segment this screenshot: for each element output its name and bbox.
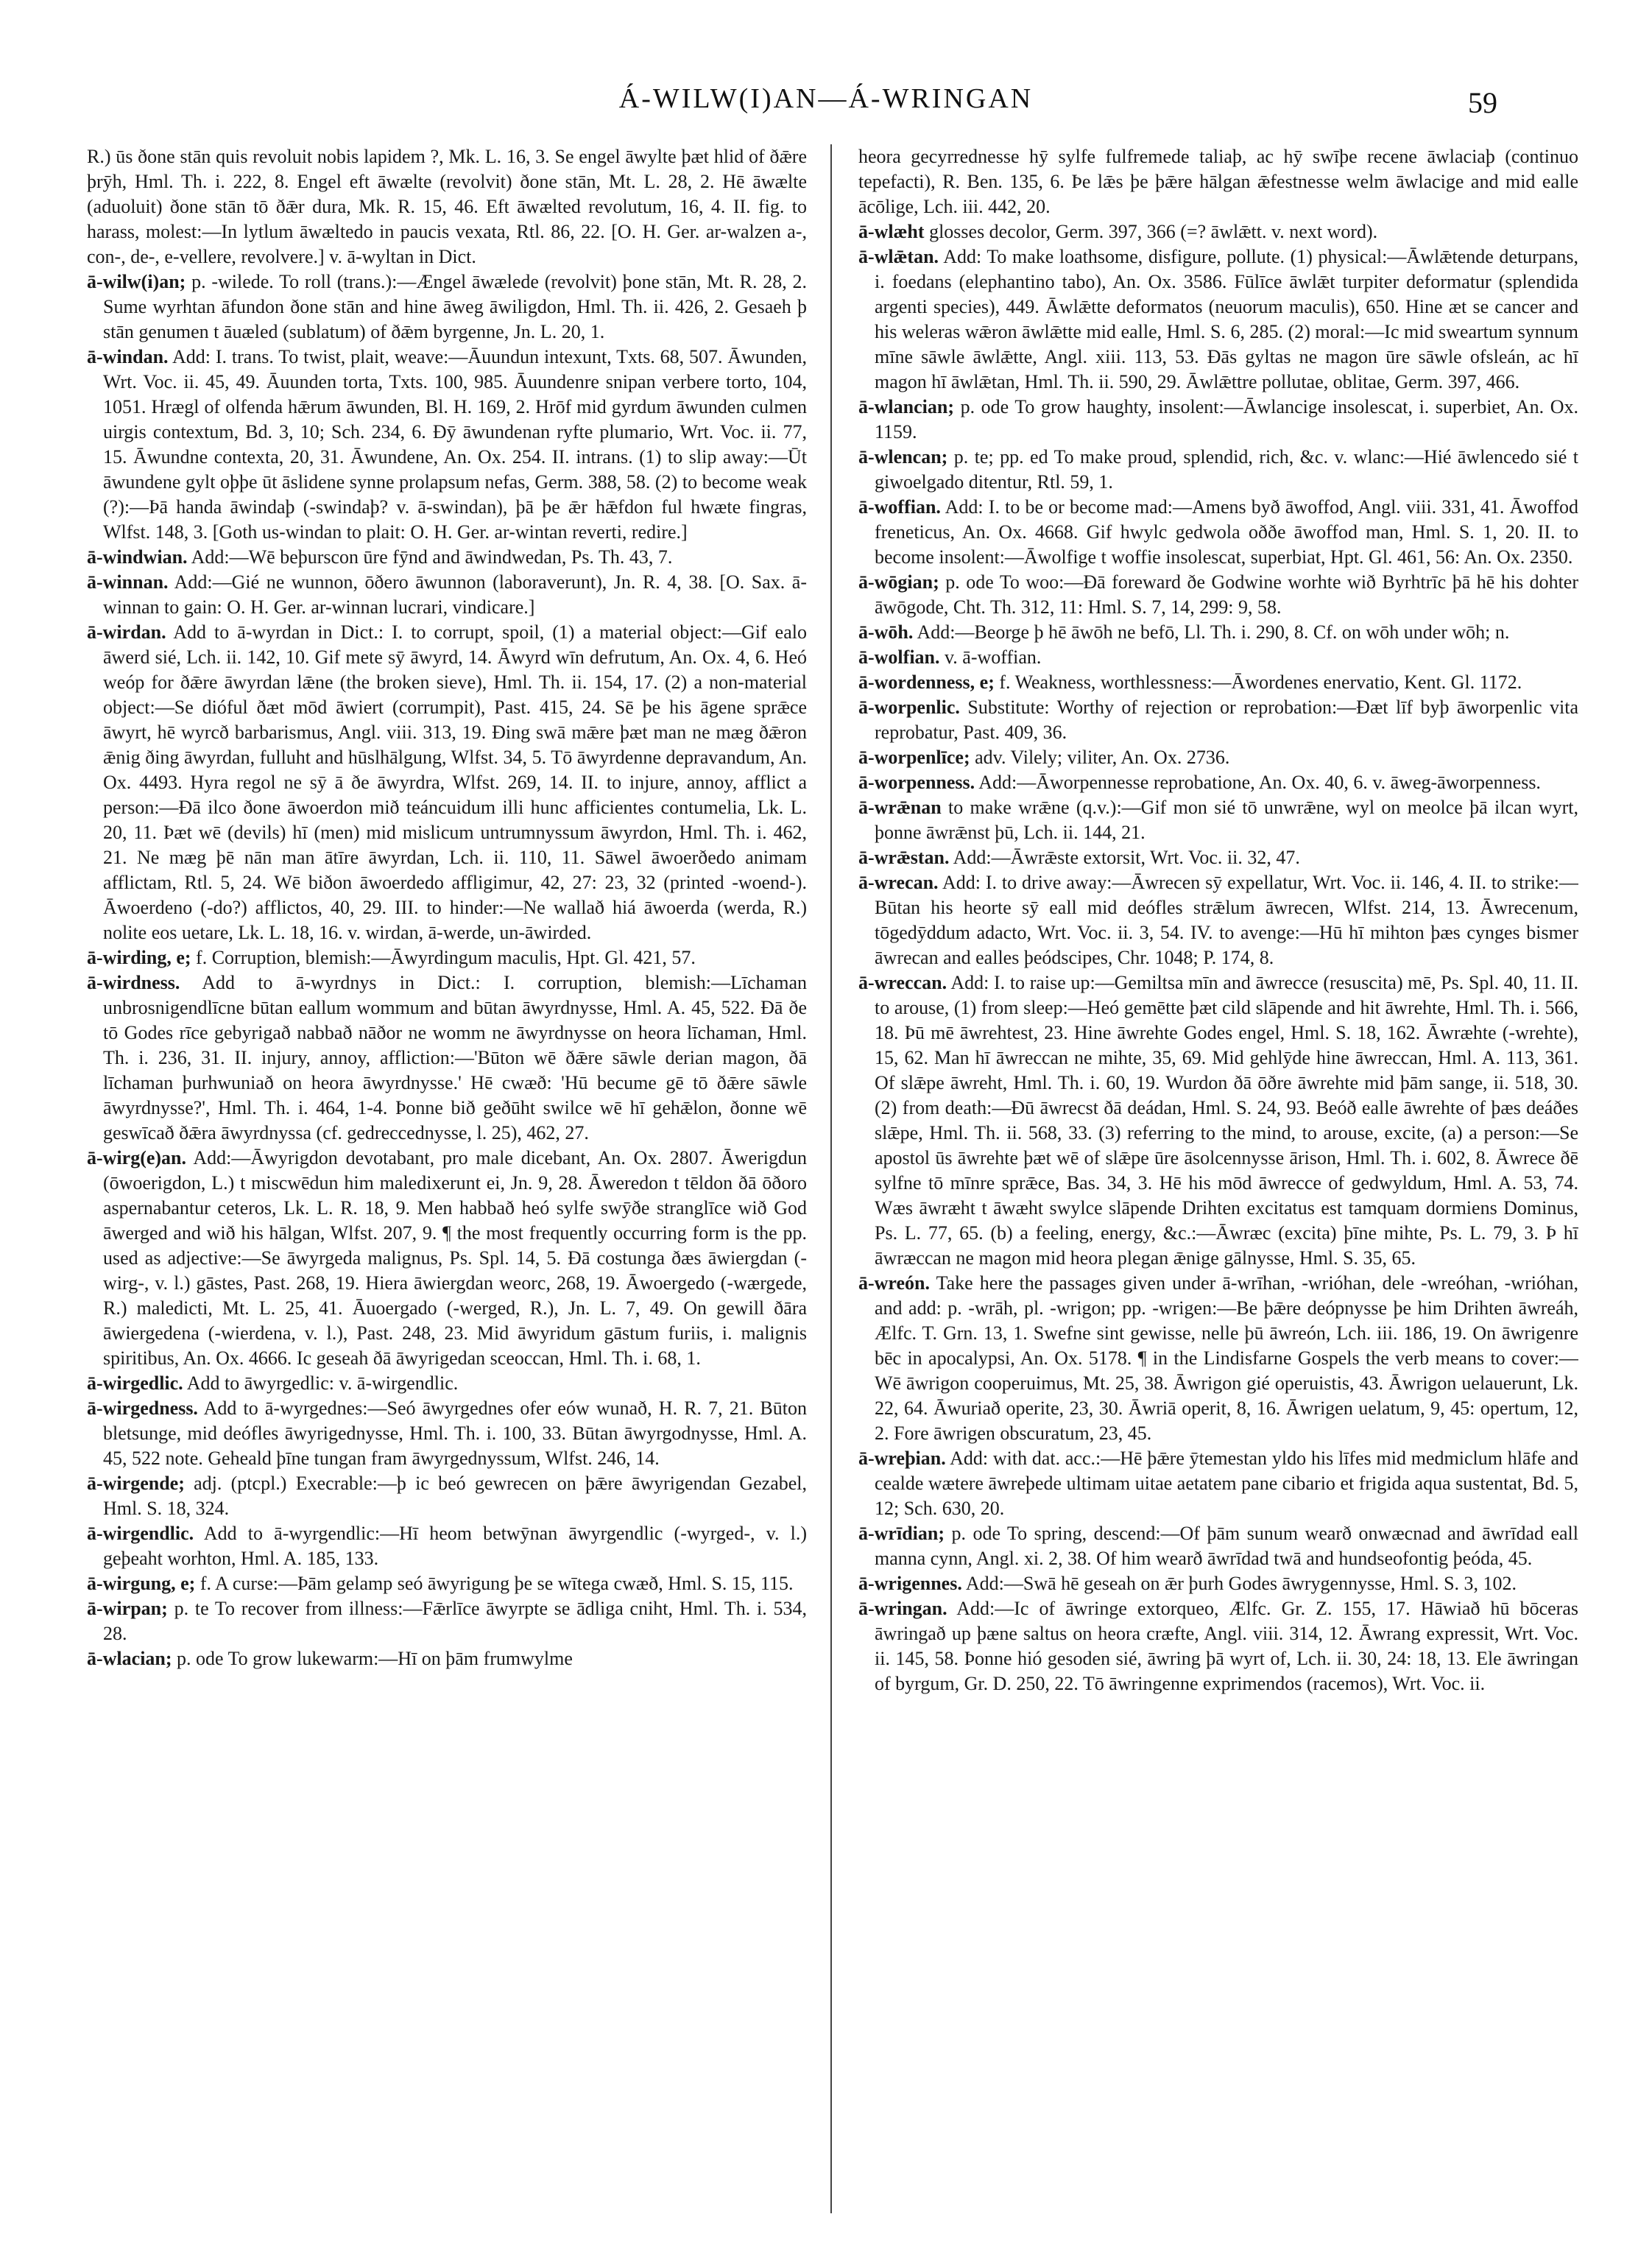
dictionary-entry [87,1471,807,1521]
entry-text: Add: I. to raise up:—Gemiltsa mīn and āwrecce (resuscita) mē, Ps. Spl. 40, 11. II. to arouse, (1) from sleep:—Heó gemētte þæt cild slāpende and hit āwrehte, Hml. Th. i. 566, 18. Þū mē āwrehtest, 23. Hine āwrehte Godes engel, Hml. S. 18, 162. Āwræhte (-wrehte), 15, 62. Man hī āwreccan ne mihte, 35, 69. Mid gehlȳde hine āwreccan, Hml. A. 113, 361. Of slǣpe āwreht, Hml. Th. i. 60, 19. Wurdon ðā ōðre āwrehte mid þām sange, ii. 518, 30. (2) from death:—Ðū āwrecst ðā deádan, Hml. S. 24, 93. Beóð ealle āwrehte of þæs deáðes slǣpe, Hml. Th. ii. 568, 33. (3) referring to the mind, to arouse, excite, (a) a person:—Se apostol ūs āwrehte þæt wē of slǣpe ūre āsolcennysse ārison, Hml. Th. i. 602, 8. Āwrece ðē sylfne tō mīnre sprǣce, Bas. 34, 3. Hē his mōd āwrecce of gedwyldum, Hml. A. 53, 74. Wæs āwræht t āwæht swylce slāpende Drihten excitatus est tamquam dormiens Dominus, Ps. L. 77, 65. (b) a feeling, energy, &c.:—Āwræc (excita) þīne mihte, Ps. L. 79, 3. Þ hī āwræccan ne magon mid heora plegan ǣnige gālnysse, Hml. S. 35, 65. [875,972,1578,1269]
entry-text: Add:—Swā hē geseah on ǣr þurh Godes āwrygennysse, Hml. S. 3, 102. [965,1573,1517,1594]
dictionary-entry [87,1521,807,1571]
dictionary-entry [858,570,1578,620]
dictionary-entry [858,445,1578,495]
dictionary-entry [87,1596,807,1646]
dictionary-entry [858,745,1578,770]
entry-headword: ā-wordenness, e; [858,671,995,693]
entry-text: p. ode To grow haughty, insolent:—Āwlancige insolescat, i. superbiet, An. Ox. 1159. [875,396,1578,443]
entry-headword: ā-wrīdian; [858,1523,945,1544]
entry-headword: ā-wrǣnan [858,797,942,818]
entry-text: Add:—Āwrǣste extorsit, Wrt. Voc. ii. 32, 47. [953,847,1300,868]
entry-text: Add:—Āworpennesse reprobatione, An. Ox. 40, 6. v. āweg-āworpenness. [978,772,1541,793]
dictionary-entry [87,620,807,945]
entry-text: Add to ā-wyrdnys in Dict.: I. corruption, blemish:—Līchaman unbrosnigendlīcne būtan eallum wommum and būtan āwyrdnysse, Hml. A. 45, 522. Ðā ðe tō Godes rīce gebyrigað nabbað nāðor ne womm ne āwyrdnysse on heora līchaman, Hml. Th. i. 236, 31. II. injury, annoy, affliction:—'Būton wē ðǣre sāwle derian magon, ðā līchaman þurhwuniað on heora āwyrdnysse.' Hē cwæð: 'Hū becume gē tō ðǣre sāwle āwyrdnysse?', Hml. Th. i. 464, 1-4. Þonne bið geðūht swilce wē hī gehǣlon, ðonne wē geswīcað ðǣra āwyrdnyssa (cf. gedreccednysse, l. 25), 462, 27. [103,972,807,1143]
dictionary-entry [87,144,807,269]
entry-headword: ā-wringan. [858,1598,947,1619]
dictionary-entry [87,1146,807,1371]
column-divider [830,144,832,2213]
entry-text: Add: I. to drive away:—Āwrecen sȳ expellatur, Wrt. Voc. ii. 146, 4. II. to strike:—Būtan his heorte sȳ eall mid deófles strǣlum āwrecen, Wlfst. 214, 13. Āwrecenum, tōgedȳddum adacto, Wrt. Voc. ii. 3, 54. IV. to avenge:—Hū hī mihton þæs cynges bismer āwrecan and ealles þeódscipes, Chr. 1048; P. 174, 8. [875,872,1578,968]
page-number: 59 [1468,86,1497,119]
entry-text: Add: with dat. acc.:—Hē þǣre ȳtemestan yldo his līfes mid medmiclum hlāfe and cealde wætere āwreþede ultimam uitae aetatem pane cibario et frigida aqua sustentat, Bd. 5, 12; Sch. 630, 20. [875,1448,1578,1519]
entry-text: Add to ā-wyrgednes:—Seó āwyrgednes ofer eów wunað, H. R. 7, 21. Būton bletsunge, mid deófles āwyrigednysse, Hml. Th. i. 100, 33. Būtan āwyrgodnysse, Hml. A. 45, 522 note. Geheald þīne tungan fram āwyrgednyssum, Wlfst. 246, 14. [103,1397,807,1469]
dictionary-entry [87,945,807,970]
dictionary-entry [858,620,1578,645]
dictionary-entry [858,219,1578,244]
entry-headword: ā-wilw(i)an; [87,271,186,292]
dictionary-entry [87,1396,807,1471]
entry-text: p. -wilede. To roll (trans.):—Ængel āwælede (revolvit) þone stān, Mt. R. 28, 2. Sume wyrhtan āfundon ðone stān and hine āweg āwiligdon, Hml. Th. ii. 426, 2. Gesaeh þ stān genumen t āuæled (sublatum) of ðǣm byrgenne, Jn. L. 20, 1. [103,271,807,342]
entry-text: f. Weakness, worthlessness:—Āwordenes enervatio, Kent. Gl. 1172. [999,671,1522,693]
dictionary-entry [87,970,807,1146]
entry-headword: ā-wreþian. [858,1448,946,1469]
dictionary-entry [87,1646,807,1671]
dictionary-entry [87,570,807,620]
entry-text: adv. Vilely; viliter, An. Ox. 2736. [975,747,1230,768]
dictionary-entry [87,269,807,345]
entry-headword: ā-wirgedlic. [87,1372,183,1394]
entry-headword: ā-wlancian; [858,396,954,417]
entry-text: Add: To make loathsome, disfigure, pollute. (1) physical:—Āwlǣtende deturpans, i. foedans (elephantino tabo), An. Ox. 3586. Fūlīce āwlǣt turpiter deformatur (splendida argenti species), 449. Āwlǣtte deformatos (neuorum maculis), 650. Hine æt se cancer and his weleras wǣron āwlǣtte mid ealle, Hml. S. 6, 285. (2) moral:—Ic mid sweartum synnum mīne sāwle āwlǣtte, Angl. xiii. 113, 53. Ðās gyltas ne magon ūre sāwle ofsleán, ac hī magon hī āwlǣtan, Hml. Th. ii. 590, 29. Āwlǣttre pollutae, oblitae, Germ. 397, 466. [875,246,1578,392]
entry-text: p. te; pp. ed To make proud, splendid, rich, &c. v. wlanc:—Hié āwlencedo sié t giwoelgado ditentur, Rtl. 59, 1. [875,446,1578,493]
entry-headword: ā-wlencan; [858,446,948,468]
entry-headword: ā-wrecan. [858,872,939,893]
entry-text: Substitute: Worthy of rejection or reprobation:—Ðæt līf byþ āworpenlic vita reprobatur, Past. 409, 36. [875,697,1578,743]
entry-text: p. ode To woo:—Ðā foreward ðe Godwine worhte wið Byrhtrīc þā hē his dohter āwōgode, Cht. Th. 312, 11: Hml. S. 7, 14, 299: 9, 58. [875,571,1578,618]
right-column [858,144,1578,2213]
entry-text: v. ā-woffian. [945,646,1042,668]
dictionary-entry [87,1571,807,1596]
entry-headword: ā-wlǣtan. [858,246,939,267]
entry-text: p. te To recover from illness:—Fǣrlīce āwyrpte se ādliga cniht, Hml. Th. i. 534, 28. [103,1598,807,1644]
entry-headword: ā-wrigennes. [858,1573,962,1594]
entry-headword: ā-wreccan. [858,972,947,993]
entry-headword: ā-wirgedness. [87,1397,198,1419]
entry-headword: ā-worpenness. [858,772,975,793]
dictionary-entry [858,670,1578,695]
entry-text: heora gecyrrednesse hȳ sylfe fulfremede taliaþ, ac hȳ swīþe recene āwlaciaþ (continuo tepefacti), R. Ben. 135, 6. Þe lǣs þe þǣre hālgan ǣfestnesse welm āwlacige and mid ealle ācōlige, Lch. iii. 442, 20. [858,146,1578,217]
entry-headword: ā-windan. [87,346,169,367]
entry-headword: ā-wirgung, e; [87,1573,196,1594]
dictionary-entry [858,144,1578,219]
entry-text: Add: I. trans. To twist, plait, weave:—Āuundun intexunt, Txts. 68, 507. Āwunden, Wrt. Voc. ii. 45, 49. Āuunden torta, Txts. 100, 985. Āuundenre snipan verbere torto, 104, 1051. Hrægl of olfenda hǣrum āwunden, Bl. H. 169, 2. Hrōf mid gyrdum āwunden culmen uirgis contextum, Bd. 3, 10; Sch. 234, 6. Ðȳ āwundenan ryfte plumario, Wrt. Voc. ii. 77, 15. Āwundne contexta, 20, 31. Āwundene, An. Ox. 254. II. intrans. (1) to slip away:—Ūt āwundene gylt oþþe ūt āslidene synne prolapsum nefas, Germ. 388, 58. (2) to become weak (?):—Þā handa āwindaþ (-swindaþ? v. ā-swindan), þā þe ǣr hǣfdon ful hwæte fingras, Wlfst. 148, 3. [Goth us-windan to plait: O. H. Ger. ar-wintan reverti, redire.] [103,346,807,543]
entry-text: adj. (ptcpl.) Execrable:—þ ic beó gewrecen on þǣre āwyrigendan Gezabel, Hml. S. 18, 324. [103,1473,807,1519]
entry-headword: ā-wlacian; [87,1648,172,1669]
entry-text: Add:—Ic of āwringe extorqueo, Ælfc. Gr. Z. 155, 17. Hāwiað hū bōceras āwringað up þæne saltus on heora cræfte, Angl. viii. 314, 12. Āwrang expressit, Wrt. Voc. ii. 145, 58. Þonne hió gesoden sié, āwring þā wyrt of, Lch. ii. 30, 24: 18, 13. Ele āwringan of byrgum, Gr. D. 250, 22. Tō āwringenne exprimendos (racemos), Wrt. Voc. ii. [875,1598,1578,1694]
page-header [0,82,1652,127]
entry-text: p. ode To grow lukewarm:—Hī on þām frumwylme [177,1648,573,1669]
entry-text: Add:—Āwyrigdon devotabant, pro male dicebant, An. Ox. 2807. Āwerigdun (ōwoerigdon, L.) t miscwēdun him maledixerunt ei, Jn. 9, 28. Āweredon t tēldon ðā ōðoro aspernabantur ceteros, Lk. L. R. 18, 9. Men habbað heó sylfe swȳðe stranglīce wið God āwerged and wið his hālgan, Wlfst. 207, 9. ¶ the most frequently occurring form is the pp. used as adjective:—Se āwyrgeda malignus, Ps. Spl. 14, 5. Ðā costunga ðæs āwiergdan (-wirg-, v. l.) gāstes, Past. 268, 19. Hiera āwiergdan weorc, 268, 19. Āwoergedo (-wærgede, R.) maledicti, Mt. L. 25, 41. Āuoergado (-werged, R.), Jn. L. 7, 49. On gewill ðāra āwiergedena (-wierdena, v. l.), Past. 248, 23. Mid āwyridum gāstum furiis, i. malignis spiritibus, An. Ox. 4666. Ic geseah ðā āwyrigedan sceoccan, Hml. Th. i. 68, 1. [103,1147,807,1369]
entry-text: f. A curse:—Þām gelamp seó āwyrigung þe se wītega cwæð, Hml. S. 15, 115. [200,1573,794,1594]
dictionary-entry [858,395,1578,445]
entry-text: Add to ā-wyrgendlic:—Hī heom betwȳnan āwyrgendlic (-wyrged-, v. l.) geþeaht worhton, Hml. A. 185, 133. [103,1523,807,1569]
dictionary-entry [858,244,1578,395]
entry-headword: ā-wirgende; [87,1473,185,1494]
entry-text: Add:—Gié ne wunnon, ōðero āwunnon (laboraverunt), Jn. R. 4, 38. [O. Sax. ā-winnan to gain: O. H. Ger. ar-winnan lucrari, vindicare.] [103,571,807,618]
entry-headword: ā-wirdness. [87,972,180,993]
dictionary-entry [87,345,807,545]
entry-headword: ā-wreón. [858,1272,931,1294]
entry-headword: ā-wirg(e)an. [87,1147,187,1168]
left-column [87,144,807,2213]
dictionary-entry [858,795,1578,845]
entry-headword: ā-wōgian; [858,571,939,593]
entry-headword: ā-windwian. [87,546,188,568]
entry-headword: ā-wirding, e; [87,947,191,968]
entry-text: to make wrǣne (q.v.):—Gif mon sié tō unwrǣne, wyl on meolce þā ilcan wyrt, þonne āwrǣnst þū, Lch. ii. 144, 21. [875,797,1578,843]
entry-headword: ā-wōh. [858,621,914,643]
entry-headword: ā-worpenlic. [858,697,960,718]
entry-text: Add:—Beorge þ hē āwōh ne befō, Ll. Th. i. 290, 8. Cf. on wōh under wōh; n. [917,621,1510,643]
entry-text: glosses decolor, Germ. 397, 366 (=? āwlǣtt. v. next word). [929,221,1378,242]
entry-headword: ā-winnan. [87,571,169,593]
running-title: Á-WILW(I)AN—Á-WRINGAN [618,83,1034,114]
dictionary-entry [858,970,1578,1271]
entry-text: Add to āwyrgedlic: v. ā-wirgendlic. [186,1372,459,1394]
entry-headword: ā-wlæht [858,221,925,242]
dictionary-entry [858,845,1578,870]
entry-text: f. Corruption, blemish:—Āwyrdingum maculis, Hpt. Gl. 421, 57. [196,947,696,968]
dictionary-entry [858,1271,1578,1446]
entry-headword: ā-woffian. [858,496,941,518]
dictionary-entry [858,695,1578,745]
entry-headword: ā-wirgendlic. [87,1523,194,1544]
entry-headword: ā-wolfian. [858,646,940,668]
entry-text: R.) ūs ðone stān quis revoluit nobis lapidem ?, Mk. L. 16, 3. Se engel āwylte þæt hlid of ðǣre þrȳh, Hml. Th. i. 222, 8. Engel eft āwælte (revolvit) ðone stān, Mt. L. 28, 2. Hē āwælte (aduoluit) ðone stān tō ðǣr dura, Mk. R. 15, 46. Eft āwælted revolutum, 16, 4. II. fig. to harass, molest:—In lytlum āwæltedo in paucis vexata, Rtl. 86, 22. [O. H. Ger. ar-walzen a-, con-, de-, e-vellere, revolvere.] v. ā-wyltan in Dict. [87,146,807,267]
dictionary-entry [858,495,1578,570]
dictionary-entry [87,545,807,570]
dictionary-entry [858,1446,1578,1521]
entry-text: Add to ā-wyrdan in Dict.: I. to corrupt, spoil, (1) a material object:—Gif ealo āwerd sié, Lch. ii. 142, 10. Gif mete sȳ āwyrd, 14. Āwyrd wīn defrutum, An. Ox. 4, 6. Heó weóp for ðǣre āwyrdan lǣne (the broken sieve), Hml. Th. ii. 154, 17. (2) a non-material object:—Se dióful ðæt mōd āwiert (corrumpit), Past. 415, 24. Sē þe his āgene sprǣce āwyrt, hē wyrcð barbarismus, Angl. viii. 313, 19. Ðing swā mǣre þæt man ne mæg ðǣron ǣnig ðing āwyrdan, fulluht and hūslhālgung, Wlfst. 34, 5. Tō āwyrdenne depravandum, An. Ox. 4493. Hyra regol ne sȳ ā ðe āwyrdra, Wlfst. 269, 14. II. to injure, annoy, afflict a person:—Ðā ilco ðone āwoerdon mið teáncuidum illi hunc afficientes contumelia, Lk. L. 20, 11. Þæt wē (devils) hī (men) mid mislicum untrumnyssum āwyrdon, Hml. Th. i. 462, 21. Ne mæg þē nān man ātīre āwyrdan, Lch. ii. 110, 11. Sāwel āwoerðedo animam afflictam, Rtl. 5, 24. Wē biðon āwoerdedo affligimur, 42, 27: 23, 32 (printed -woend-). Āwoerdeno (-do?) afflictos, 40, 29. III. to hinder:—Ne wallað hiá āwoerda (werda, R.) nolite eos uetare, Lk. L. 18, 16. v. wirdan, ā-werde, un-āwirded. [103,621,807,943]
entry-headword: ā-wirpan; [87,1598,168,1619]
entry-headword: ā-wirdan. [87,621,166,643]
dictionary-entry [87,1371,807,1396]
entry-headword: ā-worpenlīce; [858,747,970,768]
dictionary-entry [858,770,1578,795]
entry-text: Add: I. to be or become mad:—Amens byð āwoffod, Angl. viii. 331, 41. Āwoffod freneticus, An. Ox. 4668. Gif hwylc gedwola oððe āwoffod man, Hml. S. 1, 20. II. to become insolent:—Āwolfige t woffie insolescat, superbiat, Hpt. Gl. 461, 56: An. Ox. 2350. [875,496,1578,568]
dictionary-entry [858,1571,1578,1596]
dictionary-entry [858,1596,1578,1696]
entry-headword: ā-wrǣstan. [858,847,950,868]
entry-text: Take here the passages given under ā-wrīhan, -wrióhan, dele -wreóhan, -wrióhan, and add: p. -wrāh, pl. -wrigon; pp. -wrigen:—Be þǣre deópnysse þe him Drihten āwreáh, Ælfc. T. Grn. 13, 1. Swefne sint gewisse, nelle þū āwreón, Lch. iii. 186, 19. On āwrigenre bēc in apocalypsi, An. Ox. 5178. ¶ in the Lindisfarne Gospels the verb means to cover:—Wē āwrigon cooperuimus, Mt. 25, 38. Āwrigon gié operuistis, 43. Āwrigon uelauerunt, Lk. 22, 64. Āwuriað operite, 23, 30. Āwriā operit, 8, 16. Āwrigen uelatum, 9, 45: opertum, 12, 2. Fore āwrigen obscuratum, 23, 45. [875,1272,1578,1444]
dictionary-entry [858,645,1578,670]
dictionary-entry [858,870,1578,970]
dictionary-entry [858,1521,1578,1571]
entry-text: Add:—Wē beþurscon ūre fȳnd and āwindwedan, Ps. Th. 43, 7. [191,546,673,568]
entry-text: p. ode To spring, descend:—Of þām sunum wearð onwæcnad and āwrīdad eall manna cynn, Angl. xi. 2, 38. Of him wearð āwrīdad twā and hundseofontig þeóda, 45. [875,1523,1578,1569]
